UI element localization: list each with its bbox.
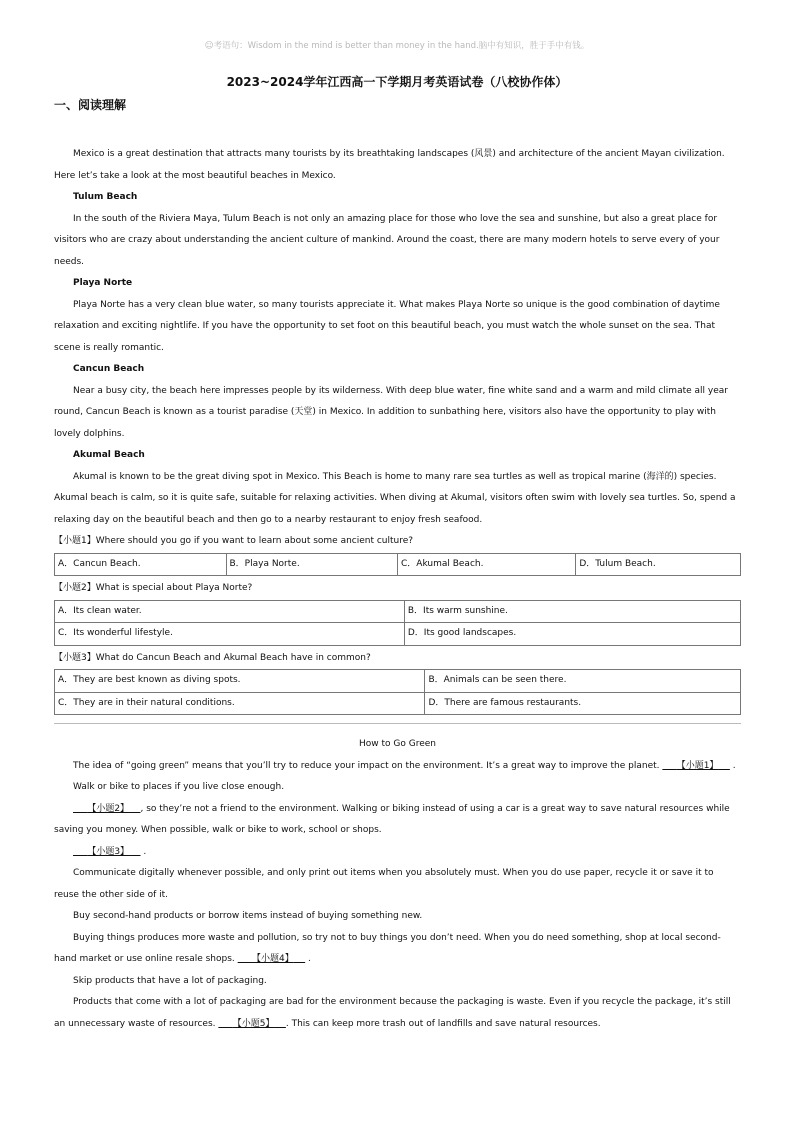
question-3: 【小题3】What do Cancun Beach and Akumal Beach have in common?	[54, 652, 371, 663]
q1-option-d[interactable]: D．Tulum Beach.	[576, 553, 741, 576]
blank-5[interactable]	[218, 1019, 286, 1029]
section-divider	[54, 723, 741, 724]
passage1-playa-norte: Playa Norte has a very clean blue water, so many tourists appreciate it. What makes Playa Norte so unique is the good combination of daytime relaxation and exciting nightlife. If you have the opportunity to set foot on this beautiful beach, you must watch the whole sunset on the sea. That scene is really romantic.	[54, 299, 720, 353]
q2-option-b[interactable]: B．Its warm sunshine.	[404, 600, 740, 623]
q2-option-a[interactable]: A．Its clean water.	[55, 600, 405, 623]
passage2-paragraph-4: Buying things produces more waste and pollution, so try not to buy things you don’t need. When you do need something, shop at local second-hand market or use online resale shops. 【小题4】 .	[54, 932, 721, 964]
heading-cancun-beach: Cancun Beach	[73, 364, 145, 374]
passage2-paragraph-5	[54, 992, 741, 1035]
document-title: 2023~2024学年江西高一下学期月考英语试卷（八校协作体）	[226, 75, 568, 89]
q3-option-c[interactable]: C．They are in their natural conditions.	[55, 692, 425, 715]
passage2-paragraph-3-blank: 【小题3】 .	[54, 842, 741, 864]
q2-option-d[interactable]: D．Its good landscapes.	[404, 623, 740, 646]
heading-playa-norte: Playa Norte	[73, 278, 133, 288]
blank-1[interactable]	[662, 761, 730, 771]
passage2-paragraph-5-text: Products that come with a lot of packaging are bad for the environment because the packaging is waste. Even if you recycle the package, it’s still an unnecessary waste of resources.	[54, 997, 731, 1029]
blank-4[interactable]	[238, 954, 306, 964]
heading-tulum-beach: Tulum Beach	[73, 192, 138, 202]
section-title: 一、阅读理解	[54, 98, 127, 112]
question-2-options	[54, 600, 741, 646]
passage2-heading-buy: Buy second-hand products or borrow items instead of buying something new.	[73, 911, 423, 921]
passage2-title: How to Go Green	[359, 739, 436, 749]
passage2-heading-skip: Skip products that have a lot of packaging.	[73, 975, 267, 986]
q1-option-b[interactable]: B．Playa Norte.	[226, 553, 398, 576]
question-1-options	[54, 553, 741, 577]
question-3-options	[54, 669, 741, 715]
passage1-akumal: Akumal is known to be the great diving spot in Mexico. This Beach is home to many rare sea turtles as well as tropical marine (海洋的) species. Akumal beach is calm, so it is quite safe, suitable for relaxing activities. When diving at Akumal, visitors often swim with lovely sea turtles. So, spend a relaxing day on the beautiful beach and then go to a nearby restaurant to enjoy fresh seafood.	[54, 471, 736, 525]
passage2-paragraph-3: Communicate digitally whenever possible, and only print out items when you absolutely must. When you do use paper, recycle it or save it to reuse the other side of it.	[54, 868, 714, 900]
heading-akumal-beach: Akumal Beach	[73, 450, 145, 460]
blank-3[interactable]	[73, 847, 141, 857]
passage2-intro-text: The idea of “going green” means that you’ll try to reduce your impact on the environment. It’s a great way to improve the planet.	[73, 760, 660, 771]
blank-2[interactable]	[73, 804, 141, 814]
watermark-text: ☺考语句：Wisdom in the mind is better than money in the hand.脑中有知识，胜于手中有钱。	[204, 41, 590, 51]
passage2-heading-walk: Walk or bike to places if you live close enough.	[73, 782, 285, 792]
blank-2-label: 【小题2】	[87, 803, 130, 814]
passage1-cancun: Near a busy city, the beach here impresses people by its wilderness. With deep blue water, fine white sand and a warm and mild climate all year round, Cancun Beach is known as a tourist paradise (天堂) in Mexico. In addition to sunbathing here, visitors also have the opportunity to play with lovely dolphins.	[54, 385, 728, 439]
passage2-paragraph-2	[54, 799, 741, 842]
blank-4-label: 【小题4】	[251, 954, 294, 964]
q3-option-d[interactable]: D．There are famous restaurants.	[425, 692, 741, 715]
passage1-intro: Mexico is a great destination that attracts many tourists by its breathtaking landscapes (风景) and architecture of the ancient Mayan civilization. Here let’s take a look at the most beautiful beaches in Mexico.	[54, 149, 725, 181]
document-body	[54, 144, 741, 1035]
blank-5-label: 【小题5】	[232, 1018, 275, 1029]
q3-option-b[interactable]: B．Animals can be seen there.	[425, 670, 741, 693]
q1-option-a[interactable]: A．Cancun Beach.	[55, 553, 227, 576]
q1-option-c[interactable]: C．Akumal Beach.	[398, 553, 576, 576]
passage2-paragraph-5-end: . This can keep more trash out of landfills and save natural resources.	[285, 1018, 601, 1029]
question-2: 【小题2】What is special about Playa Norte?	[54, 583, 253, 593]
passage1-tulum: In the south of the Riviera Maya, Tulum Beach is not only an amazing place for those who love the sea and sunshine, but also a great place for visitors who are crazy about understanding the ancient culture of mankind. Around the coast, there are many modern hotels to serve every of your needs.	[54, 213, 720, 267]
passage2-paragraph-2-text: , so they’re not a friend to the environment. Walking or biking instead of using a car is a great way to save natural resources while saving you money. When possible, walk or bike to work, school or shops.	[54, 803, 730, 835]
q2-option-c[interactable]: C．Its wonderful lifestyle.	[55, 623, 405, 646]
blank-3-label: 【小题3】	[87, 846, 130, 857]
q3-option-a[interactable]: A．They are best known as diving spots.	[55, 670, 425, 693]
blank-1-label: 【小题1】	[676, 760, 719, 771]
passage2-paragraph-4-text: Buying things produces more waste and pollution, so try not to buy things you don’t need. When you do need something, shop at local second-hand market or use online resale shops.	[54, 932, 721, 964]
passage2-intro: The idea of “going green” means that you’ll try to reduce your impact on the environment. It’s a great way to improve the planet. 【小题1】 .	[73, 760, 736, 771]
question-1: 【小题1】Where should you go if you want to learn about some ancient culture?	[54, 536, 414, 546]
